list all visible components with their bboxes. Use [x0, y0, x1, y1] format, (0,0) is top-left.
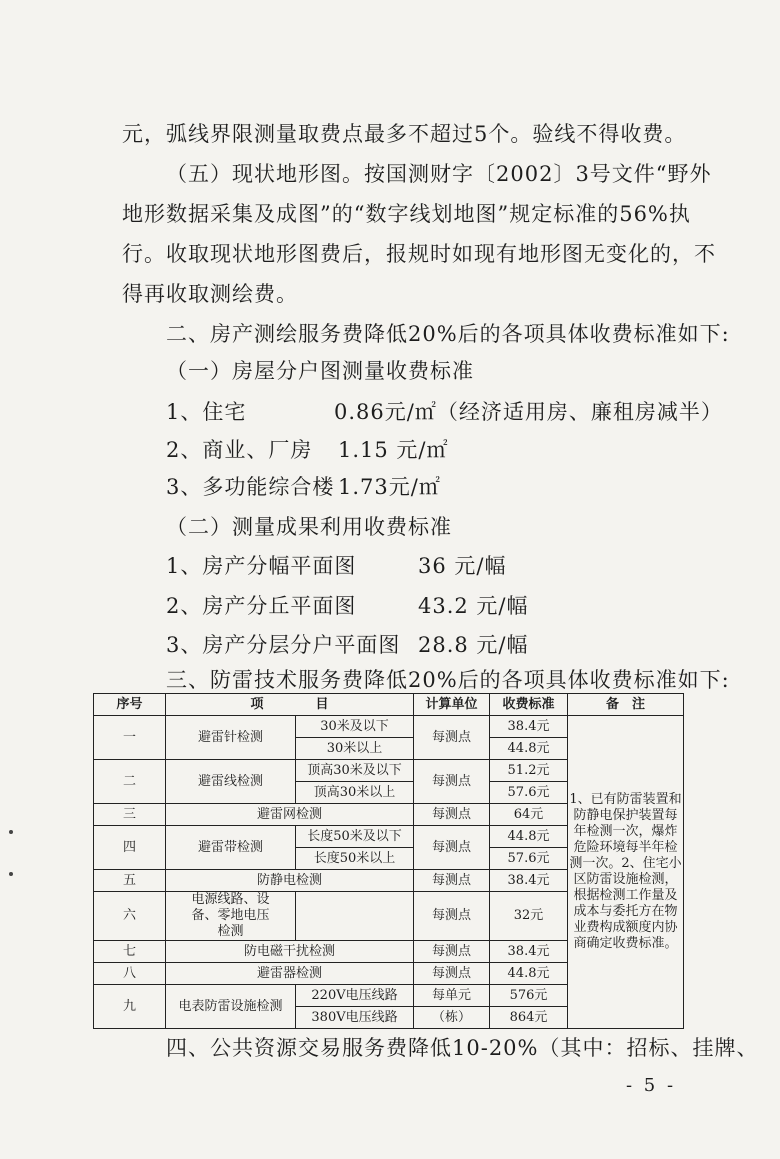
house-item-price: 1.73元/㎡: [338, 475, 441, 499]
house-item-name: 1、住宅: [166, 400, 247, 424]
header-no: 序号: [94, 694, 166, 716]
table-header-row: [94, 694, 684, 716]
row-item-name: 防静电检测: [166, 870, 414, 892]
row-sub-item-empty: [296, 892, 414, 941]
section-three-heading: 三、防雷技术服务费降低20%后的各项具体收费标准如下:: [166, 668, 730, 692]
margin-mark: [9, 830, 13, 834]
paragraph-line-2: （五）现状地形图。按国测财字〔2002〕3号文件“野外: [166, 162, 712, 186]
margin-mark: [9, 872, 13, 876]
row-no: 六: [94, 892, 166, 941]
header-fee: 收费标准: [490, 694, 568, 716]
row-fee: 44.8元: [490, 738, 568, 760]
subsection-one-heading: （一）房屋分户图测量收费标准: [166, 359, 474, 383]
table-row: [94, 716, 684, 738]
section-two-heading: 二、房产测绘服务费降低20%后的各项具体收费标准如下:: [166, 322, 730, 346]
row-item-name: 避雷网检测: [166, 804, 414, 826]
row-sub-item: 顶高30米以上: [296, 782, 414, 804]
row-fee: 44.8元: [490, 963, 568, 985]
row-unit: 每测点: [414, 826, 490, 870]
paragraph-line-4: 行。收取现状地形图费后，报规时如现有地形图无变化的，不: [122, 242, 716, 266]
row-no: 三: [94, 804, 166, 826]
row-sub-item: 30米以上: [296, 738, 414, 760]
row-unit: 每单元: [414, 985, 490, 1007]
paragraph-line-3: 地形数据采集及成图”的“数字线划地图”规定标准的56%执: [122, 202, 691, 226]
header-item: 项 目: [166, 694, 414, 716]
page-number: - 5 -: [626, 1075, 677, 1096]
row-fee: 38.4元: [490, 870, 568, 892]
row-no: 二: [94, 760, 166, 804]
row-sub-item: 380V电压线路: [296, 1007, 414, 1029]
house-item-name: 2、商业、厂房: [166, 438, 313, 462]
row-item-name: 避雷线检测: [166, 760, 296, 804]
row-fee: 38.4元: [490, 716, 568, 738]
paragraph-line-5: 得再收取测绘费。: [122, 282, 298, 306]
row-sub-item: 长度50米以上: [296, 848, 414, 870]
row-item-name: 防电磁干扰检测: [166, 941, 414, 963]
row-sub-item: 30米及以下: [296, 716, 414, 738]
result-item-price: 36 元/幅: [418, 554, 507, 578]
house-item-name: 3、多功能综合楼: [166, 475, 335, 499]
row-fee: 44.8元: [490, 826, 568, 848]
row-item-name: 避雷针检测: [166, 716, 296, 760]
row-unit: 每测点: [414, 804, 490, 826]
result-item-name: 1、房产分幅平面图: [166, 554, 357, 578]
row-fee: 576元: [490, 985, 568, 1007]
row-fee: 57.6元: [490, 848, 568, 870]
row-item-name: 电表防雷设施检测: [166, 985, 296, 1029]
row-no: 一: [94, 716, 166, 760]
house-item-price: 0.86元/㎡（经济适用房、廉租房减半）: [334, 400, 723, 424]
house-item-price: 1.15 元/㎡: [338, 438, 449, 462]
row-no: 八: [94, 963, 166, 985]
section-four-heading: 四、公共资源交易服务费降低10-20%（其中：招标、挂牌、: [166, 1036, 759, 1060]
row-fee: 32元: [490, 892, 568, 941]
row-fee: 51.2元: [490, 760, 568, 782]
result-item-price: 28.8 元/幅: [418, 633, 529, 657]
row-item-name: 避雷器检测: [166, 963, 414, 985]
row-sub-item: 顶高30米及以下: [296, 760, 414, 782]
subsection-two-heading: （二）测量成果利用收费标准: [166, 515, 452, 539]
row-fee: 38.4元: [490, 941, 568, 963]
row-no: 九: [94, 985, 166, 1029]
row-unit: 每测点: [414, 870, 490, 892]
table-note: 1、已有防雷装置和防静电保护装置每年检测一次，爆炸危险环境每半年检测一次。2、住宅小区防雷设施检测，根据检测工作量及成本与委托方在物业费构成额度内协商确定收费标准。: [568, 716, 684, 1029]
result-item-name: 3、房产分层分户平面图: [166, 633, 401, 657]
header-unit: 计算单位: [414, 694, 490, 716]
result-item-price: 43.2 元/幅: [418, 594, 529, 618]
row-unit: 每测点: [414, 963, 490, 985]
row-fee: 864元: [490, 1007, 568, 1029]
row-unit: 每测点: [414, 941, 490, 963]
lightning-fee-table: [93, 693, 684, 1029]
row-item-name: 避雷带检测: [166, 826, 296, 870]
row-sub-item: 长度50米及以下: [296, 826, 414, 848]
row-unit: 每测点: [414, 760, 490, 804]
row-unit: （栋）: [414, 1007, 490, 1029]
header-note: 备 注: [568, 694, 684, 716]
row-no: 五: [94, 870, 166, 892]
row-item-name: 电源线路、设备、零地电压检测: [166, 892, 296, 941]
paragraph-line-1: 元，弧线界限测量取费点最多不超过5个。验线不得收费。: [122, 122, 687, 146]
row-no: 七: [94, 941, 166, 963]
row-fee: 64元: [490, 804, 568, 826]
row-unit: 每测点: [414, 716, 490, 760]
row-sub-item: 220V电压线路: [296, 985, 414, 1007]
row-unit: 每测点: [414, 892, 490, 941]
result-item-name: 2、房产分丘平面图: [166, 594, 357, 618]
row-no: 四: [94, 826, 166, 870]
row-fee: 57.6元: [490, 782, 568, 804]
